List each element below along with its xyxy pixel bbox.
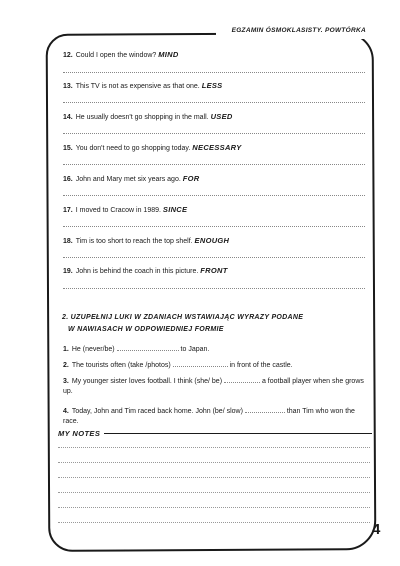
answer-line-18[interactable] (63, 257, 365, 258)
answer-line-15[interactable] (63, 164, 365, 165)
gap-blank[interactable] (117, 343, 179, 351)
keyword: LESS (201, 81, 223, 90)
keyword: MIND (158, 50, 179, 59)
keyword: FOR (182, 174, 200, 183)
answer-line-16[interactable] (63, 195, 365, 196)
question-14: 14. He usually doesn't go shopping in the mall. USED (63, 112, 233, 121)
question-13: 13. This TV is not as expensive as that one. LESS (63, 81, 223, 90)
note-line[interactable] (58, 522, 370, 523)
keyword: NECESSARY (192, 143, 242, 152)
gap-blank[interactable] (173, 359, 228, 367)
answer-line-13[interactable] (63, 102, 365, 103)
notes-title: MY NOTES (58, 429, 101, 438)
gap-item-4: 4. Today, John and Tim raced back home. John (be/ slow) than Tim who won the race. (63, 405, 368, 427)
question-15: 15. You don't need to go shopping today. NECESSARY (63, 143, 242, 152)
keyword: ENOUGH (194, 236, 230, 245)
note-line[interactable] (58, 492, 370, 493)
question-19: 19. John is behind the coach in this picture. FRONT (63, 266, 228, 275)
gap-item-2: 2. The tourists often (take /photos) in front of the castle. (63, 359, 368, 371)
question-16: 16. John and Mary met six years ago. FOR (63, 174, 200, 183)
note-line[interactable] (58, 462, 370, 463)
keyword: USED (210, 112, 233, 121)
gap-item-3: 3. My younger sister loves football. I think (she/ be) a football player when she grows up. (63, 375, 368, 397)
page-number: 4 (372, 521, 381, 538)
answer-line-12[interactable] (63, 72, 365, 73)
gap-item-1: 1. He (never/be) to Japan. (63, 343, 368, 355)
notes-divider (104, 433, 372, 434)
question-17: 17. I moved to Cracow in 1989. SINCE (63, 205, 188, 214)
question-12: 12. Could I open the window? MIND (63, 50, 179, 59)
note-line[interactable] (58, 447, 370, 448)
page-frame (46, 32, 377, 552)
keyword: FRONT (200, 266, 228, 275)
gap-blank[interactable] (245, 405, 285, 413)
gap-blank[interactable] (224, 375, 260, 383)
question-18: 18. Tim is too short to reach the top shelf. ENOUGH (63, 236, 230, 245)
exercise-2-title: 2. UZUPEŁNIJ LUKI W ZDANIACH WSTAWIAJĄC WYRAZY PODANE W NAWIASACH W ODPOWIEDNIEJ FORMIE (62, 314, 304, 333)
answer-line-19[interactable] (63, 288, 365, 289)
note-line[interactable] (58, 477, 370, 478)
note-line[interactable] (58, 507, 370, 508)
answer-line-14[interactable] (63, 133, 365, 134)
answer-line-17[interactable] (63, 226, 365, 227)
keyword: SINCE (162, 205, 188, 214)
page-header: EGZAMIN ÓSMOKLASISTY. POWTÓRKA (231, 27, 366, 34)
